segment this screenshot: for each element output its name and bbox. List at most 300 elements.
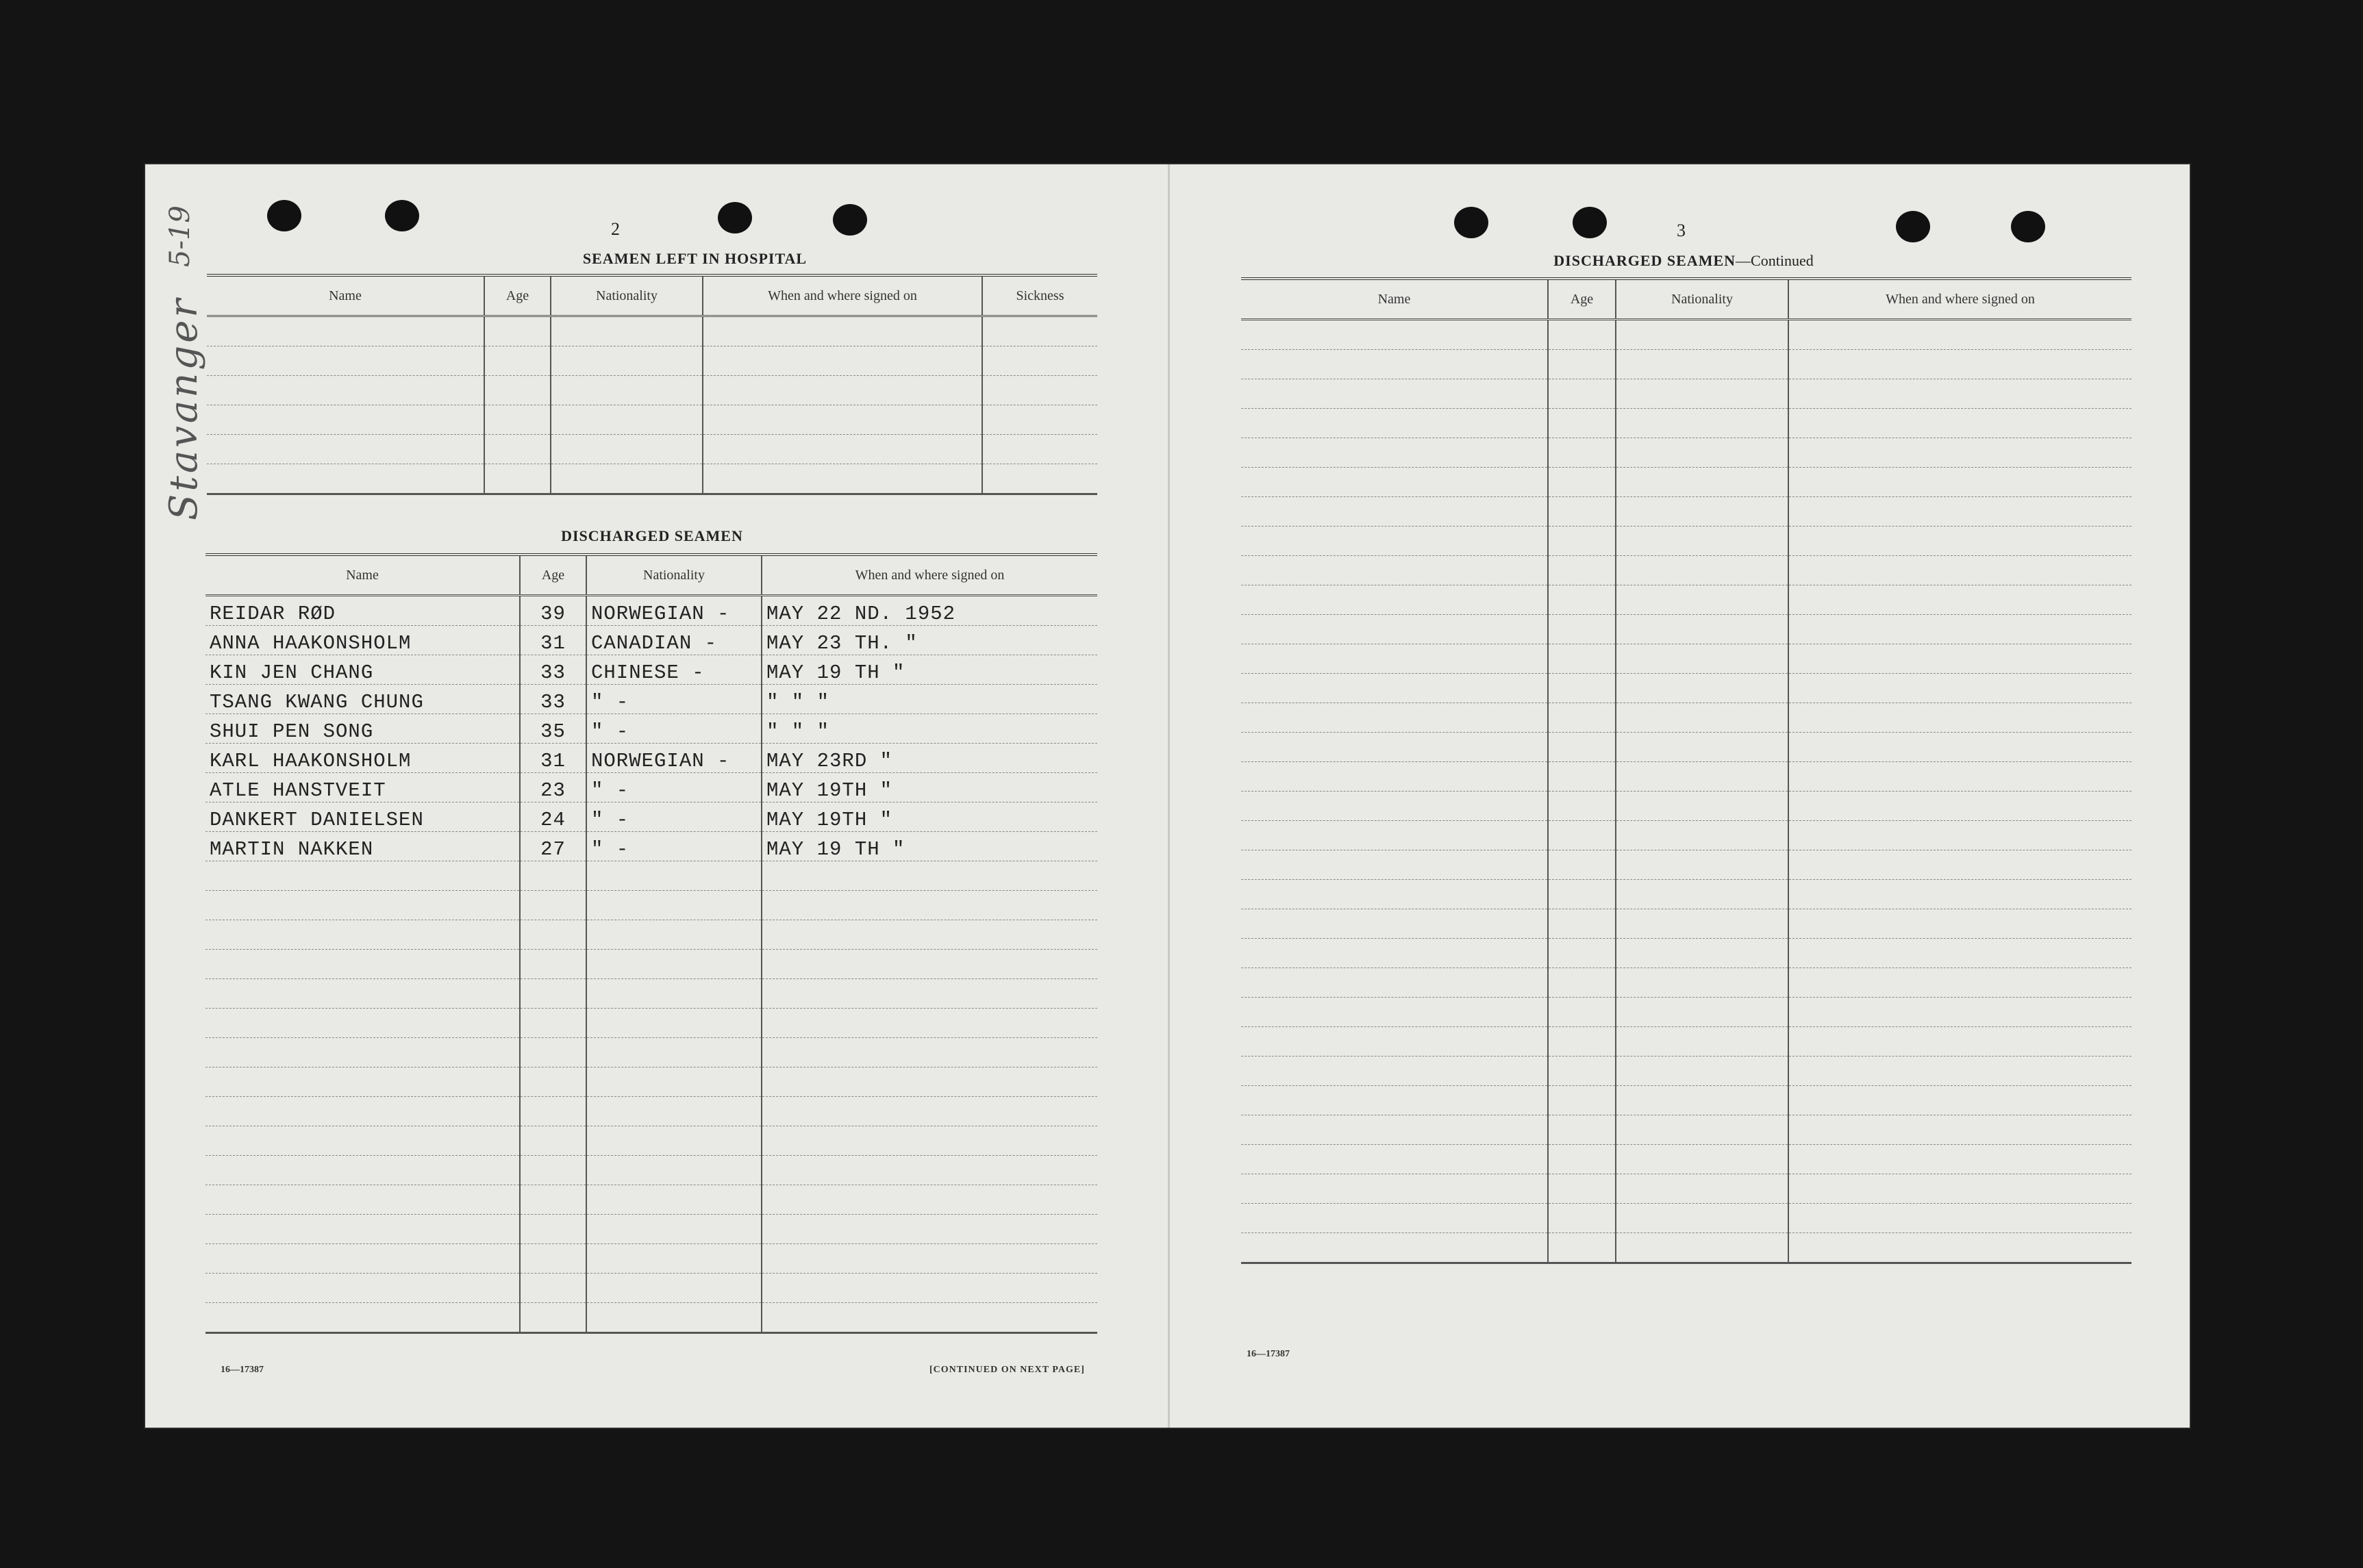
table-cell xyxy=(1788,703,2131,733)
table-cell xyxy=(1616,939,1788,968)
table-cell xyxy=(1788,438,2131,468)
seaman-name: DANKERT DANIELSEN xyxy=(205,802,520,832)
table-cell xyxy=(484,435,551,464)
continued-note: [CONTINUED ON NEXT PAGE] xyxy=(929,1365,1085,1375)
table-cell xyxy=(520,1038,586,1067)
col-header-name: Name xyxy=(1241,279,1548,320)
table-cell xyxy=(1616,998,1788,1027)
table-cell xyxy=(205,1067,520,1097)
seaman-signed-on: MAY 19TH " xyxy=(762,802,1097,832)
table-cell xyxy=(1616,585,1788,615)
table-cell xyxy=(551,405,703,435)
table-cell xyxy=(1548,792,1616,821)
table-row xyxy=(1241,762,2131,792)
table-cell xyxy=(586,1244,762,1274)
table-cell xyxy=(1616,497,1788,527)
table-cell xyxy=(207,376,484,405)
table-row xyxy=(205,891,1097,920)
table-row xyxy=(1241,703,2131,733)
discharged-continued-title xyxy=(1238,252,2129,270)
table-cell xyxy=(1241,1174,1548,1204)
table-cell xyxy=(1616,762,1788,792)
table-cell xyxy=(1241,762,1548,792)
table-cell xyxy=(586,1303,762,1333)
table-cell xyxy=(1548,703,1616,733)
table-row xyxy=(205,1274,1097,1303)
table-cell xyxy=(1548,350,1616,379)
seaman-name: ATLE HANSTVEIT xyxy=(205,773,520,802)
table-cell xyxy=(1241,644,1548,674)
seaman-name: ANNA HAAKONSHOLM xyxy=(205,626,520,655)
col-header-nationality: Nationality xyxy=(1616,279,1788,320)
table-cell xyxy=(586,1067,762,1097)
punch-hole xyxy=(385,200,419,231)
table-cell xyxy=(1616,821,1788,850)
seaman-row xyxy=(205,596,1097,626)
table-row xyxy=(207,464,1097,494)
table-cell xyxy=(1616,1204,1788,1233)
table-cell xyxy=(1548,1057,1616,1086)
table-cell xyxy=(762,1274,1097,1303)
table-cell xyxy=(586,1274,762,1303)
table-row xyxy=(205,1067,1097,1097)
table-row xyxy=(207,405,1097,435)
table-row xyxy=(205,1244,1097,1274)
table-cell xyxy=(586,1185,762,1215)
table-cell xyxy=(205,1244,520,1274)
table-cell xyxy=(1241,998,1548,1027)
seaman-signed-on: MAY 19 TH " xyxy=(762,832,1097,861)
table-cell xyxy=(762,1215,1097,1244)
table-cell xyxy=(1241,703,1548,733)
table-cell xyxy=(762,1185,1097,1215)
table-cell xyxy=(586,1009,762,1038)
seaman-nationality: " - xyxy=(586,685,762,714)
col-header-sickness: Sickness xyxy=(982,275,1097,316)
table-cell xyxy=(205,1097,520,1126)
table-cell xyxy=(1788,733,2131,762)
table-cell xyxy=(703,435,982,464)
table-row xyxy=(1241,409,2131,438)
table-cell xyxy=(205,1303,520,1333)
table-cell xyxy=(762,1067,1097,1097)
table-cell xyxy=(1616,438,1788,468)
discharged-continued-header-row xyxy=(1241,279,2131,320)
page-number: 3 xyxy=(1677,220,1686,240)
table-cell xyxy=(520,1244,586,1274)
table-row xyxy=(205,1156,1097,1185)
table-cell xyxy=(1241,909,1548,939)
discharged-continued-table xyxy=(1241,277,2131,1264)
table-row xyxy=(1241,468,2131,497)
table-cell xyxy=(1616,1057,1788,1086)
table-row xyxy=(1241,821,2131,850)
table-row xyxy=(1241,1057,2131,1086)
form-number: 16—17387 xyxy=(221,1365,264,1375)
table-cell xyxy=(520,891,586,920)
table-cell xyxy=(1616,909,1788,939)
punch-hole xyxy=(1454,207,1488,238)
table-cell xyxy=(1241,792,1548,821)
table-cell xyxy=(205,891,520,920)
table-cell xyxy=(1616,968,1788,998)
table-row xyxy=(205,920,1097,950)
table-cell xyxy=(1616,1233,1788,1263)
table-cell xyxy=(205,1185,520,1215)
table-cell xyxy=(1788,880,2131,909)
table-cell xyxy=(1548,320,1616,350)
col-header-age: Age xyxy=(520,555,586,596)
table-cell xyxy=(586,861,762,891)
table-row xyxy=(205,1215,1097,1244)
table-cell xyxy=(1788,1086,2131,1115)
table-row xyxy=(207,316,1097,346)
table-cell xyxy=(520,1097,586,1126)
table-cell xyxy=(551,346,703,376)
table-cell xyxy=(1616,644,1788,674)
table-cell xyxy=(1548,615,1616,644)
table-cell xyxy=(762,950,1097,979)
table-cell xyxy=(1241,350,1548,379)
left-page xyxy=(145,164,1168,1428)
table-cell xyxy=(1241,1057,1548,1086)
table-cell xyxy=(1548,379,1616,409)
table-row xyxy=(1241,939,2131,968)
table-cell xyxy=(1788,1145,2131,1174)
table-row xyxy=(1241,585,2131,615)
discharged-header-row xyxy=(205,555,1097,596)
seaman-nationality: " - xyxy=(586,714,762,744)
discharged-section-title: DISCHARGED SEAMEN xyxy=(561,527,743,544)
table-cell xyxy=(1788,556,2131,585)
table-cell xyxy=(1548,762,1616,792)
table-row xyxy=(1241,968,2131,998)
table-cell xyxy=(1616,379,1788,409)
table-cell xyxy=(982,316,1097,346)
table-cell xyxy=(1616,527,1788,556)
table-cell xyxy=(762,1009,1097,1038)
table-cell xyxy=(205,1156,520,1185)
table-row xyxy=(1241,1233,2131,1263)
table-cell xyxy=(484,464,551,494)
table-row xyxy=(1241,438,2131,468)
table-cell xyxy=(762,861,1097,891)
table-cell xyxy=(586,1126,762,1156)
table-cell xyxy=(1548,497,1616,527)
table-row xyxy=(1241,1204,2131,1233)
table-cell xyxy=(1548,821,1616,850)
hospital-header-row xyxy=(207,275,1097,316)
table-cell xyxy=(1548,733,1616,762)
table-cell xyxy=(982,405,1097,435)
table-cell xyxy=(982,346,1097,376)
table-cell xyxy=(1548,939,1616,968)
table-cell xyxy=(1548,998,1616,1027)
table-row xyxy=(205,1038,1097,1067)
table-cell xyxy=(586,1215,762,1244)
table-cell xyxy=(586,1038,762,1067)
table-cell xyxy=(1616,880,1788,909)
table-cell xyxy=(520,1215,586,1244)
table-cell xyxy=(207,346,484,376)
hospital-table xyxy=(207,274,1097,495)
table-cell xyxy=(1548,438,1616,468)
table-cell xyxy=(762,891,1097,920)
table-row xyxy=(205,1185,1097,1215)
table-cell xyxy=(551,464,703,494)
table-cell xyxy=(1616,792,1788,821)
col-header-nationality: Nationality xyxy=(551,275,703,316)
table-cell xyxy=(1788,320,2131,350)
table-cell xyxy=(586,1097,762,1126)
table-cell xyxy=(703,405,982,435)
margin-stamp: 5-19 xyxy=(164,205,196,267)
table-cell xyxy=(1616,350,1788,379)
table-cell xyxy=(205,1126,520,1156)
table-cell xyxy=(1788,1057,2131,1086)
seaman-age: 33 xyxy=(520,685,586,714)
table-cell xyxy=(1241,1145,1548,1174)
page-number: 2 xyxy=(611,219,620,239)
table-cell xyxy=(1788,1204,2131,1233)
table-cell xyxy=(1788,792,2131,821)
table-cell xyxy=(1788,497,2131,527)
ledger-sheet xyxy=(145,164,2190,1428)
table-row xyxy=(1241,880,2131,909)
table-cell xyxy=(703,376,982,405)
table-row xyxy=(1241,850,2131,880)
table-cell xyxy=(982,376,1097,405)
table-cell xyxy=(520,861,586,891)
table-cell xyxy=(1788,1174,2131,1204)
table-cell xyxy=(586,979,762,1009)
table-row xyxy=(205,1126,1097,1156)
seaman-row xyxy=(205,714,1097,744)
table-cell xyxy=(1548,409,1616,438)
table-cell xyxy=(1548,968,1616,998)
table-cell xyxy=(520,1156,586,1185)
table-cell xyxy=(551,376,703,405)
table-cell xyxy=(1241,850,1548,880)
table-row xyxy=(1241,497,2131,527)
seaman-name: MARTIN NAKKEN xyxy=(205,832,520,861)
table-cell xyxy=(1241,438,1548,468)
table-cell xyxy=(1788,939,2131,968)
table-cell xyxy=(762,1156,1097,1185)
table-cell xyxy=(1616,850,1788,880)
table-cell xyxy=(1241,409,1548,438)
table-row xyxy=(1241,615,2131,644)
table-cell xyxy=(484,405,551,435)
table-row xyxy=(1241,527,2131,556)
table-cell xyxy=(1548,1027,1616,1057)
table-cell xyxy=(1616,1027,1788,1057)
table-cell xyxy=(1788,379,2131,409)
table-cell xyxy=(205,1215,520,1244)
seaman-nationality: CANADIAN - xyxy=(586,626,762,655)
table-cell xyxy=(1548,644,1616,674)
table-cell xyxy=(207,464,484,494)
table-cell xyxy=(520,979,586,1009)
table-row xyxy=(1241,556,2131,585)
seaman-age: 31 xyxy=(520,626,586,655)
table-cell xyxy=(1548,1115,1616,1145)
seaman-signed-on: MAY 23RD " xyxy=(762,744,1097,773)
table-cell xyxy=(520,920,586,950)
table-cell xyxy=(205,950,520,979)
table-cell xyxy=(207,405,484,435)
table-cell xyxy=(703,316,982,346)
table-row xyxy=(1241,1115,2131,1145)
table-cell xyxy=(484,376,551,405)
table-cell xyxy=(1241,821,1548,850)
seaman-signed-on: MAY 22 ND. 1952 xyxy=(762,596,1097,626)
table-cell xyxy=(762,1244,1097,1274)
table-cell xyxy=(1548,1204,1616,1233)
table-cell xyxy=(703,346,982,376)
table-cell xyxy=(1788,615,2131,644)
table-cell xyxy=(1616,320,1788,350)
seaman-nationality: " - xyxy=(586,832,762,861)
table-row xyxy=(1241,644,2131,674)
seaman-row xyxy=(205,802,1097,832)
table-row xyxy=(205,1009,1097,1038)
table-row xyxy=(1241,350,2131,379)
table-row xyxy=(1241,792,2131,821)
table-cell xyxy=(1548,1145,1616,1174)
seaman-age: 33 xyxy=(520,655,586,685)
table-row xyxy=(1241,998,2131,1027)
table-cell xyxy=(1788,1027,2131,1057)
table-row xyxy=(205,979,1097,1009)
table-cell xyxy=(1241,615,1548,644)
table-row xyxy=(1241,909,2131,939)
seaman-signed-on: " " " xyxy=(762,685,1097,714)
punch-hole xyxy=(1573,207,1607,238)
table-cell xyxy=(982,435,1097,464)
seaman-row xyxy=(205,685,1097,714)
table-cell xyxy=(762,1126,1097,1156)
table-cell xyxy=(1548,585,1616,615)
table-cell xyxy=(1241,939,1548,968)
table-row xyxy=(205,1303,1097,1333)
table-cell xyxy=(1616,1086,1788,1115)
table-row xyxy=(1241,674,2131,703)
table-cell xyxy=(520,1185,586,1215)
table-cell xyxy=(586,920,762,950)
punch-hole xyxy=(833,204,867,236)
table-row xyxy=(207,435,1097,464)
table-row xyxy=(205,950,1097,979)
table-cell xyxy=(520,1274,586,1303)
table-cell xyxy=(205,861,520,891)
table-cell xyxy=(1548,527,1616,556)
table-cell xyxy=(1241,1027,1548,1057)
table-cell xyxy=(1616,733,1788,762)
col-header-age: Age xyxy=(484,275,551,316)
seaman-age: 27 xyxy=(520,832,586,861)
table-cell xyxy=(1616,409,1788,438)
col-header-signed-on: When and where signed on xyxy=(1788,279,2131,320)
seaman-row xyxy=(205,832,1097,861)
table-cell xyxy=(207,435,484,464)
table-cell xyxy=(1241,468,1548,497)
table-cell xyxy=(1241,320,1548,350)
table-cell xyxy=(762,1038,1097,1067)
table-cell xyxy=(205,979,520,1009)
table-cell xyxy=(1548,1086,1616,1115)
seaman-signed-on: MAY 23 TH. " xyxy=(762,626,1097,655)
seaman-nationality: NORWEGIAN - xyxy=(586,596,762,626)
table-cell xyxy=(1241,1115,1548,1145)
seaman-signed-on: MAY 19 TH " xyxy=(762,655,1097,685)
table-cell xyxy=(1241,733,1548,762)
seaman-age: 24 xyxy=(520,802,586,832)
seaman-name: SHUI PEN SONG xyxy=(205,714,520,744)
table-cell xyxy=(762,979,1097,1009)
table-cell xyxy=(1788,350,2131,379)
table-row xyxy=(1241,1086,2131,1115)
table-cell xyxy=(1241,1086,1548,1115)
table-cell xyxy=(205,1009,520,1038)
table-cell xyxy=(205,1274,520,1303)
table-cell xyxy=(1616,556,1788,585)
table-cell xyxy=(1241,968,1548,998)
table-cell xyxy=(1788,1115,2131,1145)
table-row xyxy=(1241,1145,2131,1174)
table-cell xyxy=(520,1126,586,1156)
table-cell xyxy=(762,1303,1097,1333)
table-cell xyxy=(1788,909,2131,939)
table-cell xyxy=(205,920,520,950)
table-cell xyxy=(1548,1233,1616,1263)
seaman-signed-on: " " " xyxy=(762,714,1097,744)
seaman-row xyxy=(205,655,1097,685)
table-cell xyxy=(1548,674,1616,703)
table-cell xyxy=(1241,674,1548,703)
punch-hole xyxy=(1896,211,1930,242)
table-cell xyxy=(551,435,703,464)
table-cell xyxy=(1241,497,1548,527)
table-cell xyxy=(1788,1233,2131,1263)
seaman-age: 39 xyxy=(520,596,586,626)
table-cell xyxy=(520,1067,586,1097)
table-row xyxy=(1241,320,2131,350)
seaman-age: 23 xyxy=(520,773,586,802)
table-row xyxy=(207,346,1097,376)
table-cell xyxy=(551,316,703,346)
table-row xyxy=(205,1097,1097,1126)
table-cell xyxy=(1548,880,1616,909)
table-cell xyxy=(1241,585,1548,615)
table-cell xyxy=(1241,379,1548,409)
table-cell xyxy=(520,1303,586,1333)
table-cell xyxy=(520,1009,586,1038)
seaman-age: 31 xyxy=(520,744,586,773)
table-cell xyxy=(1241,556,1548,585)
table-cell xyxy=(1616,615,1788,644)
seaman-nationality: NORWEGIAN - xyxy=(586,744,762,773)
punch-hole xyxy=(267,200,301,231)
table-cell xyxy=(586,950,762,979)
seaman-age: 35 xyxy=(520,714,586,744)
table-cell xyxy=(703,464,982,494)
table-cell xyxy=(1616,674,1788,703)
form-number: 16—17387 xyxy=(1247,1349,1290,1359)
table-cell xyxy=(1788,644,2131,674)
seaman-row xyxy=(205,626,1097,655)
table-cell xyxy=(1788,821,2131,850)
